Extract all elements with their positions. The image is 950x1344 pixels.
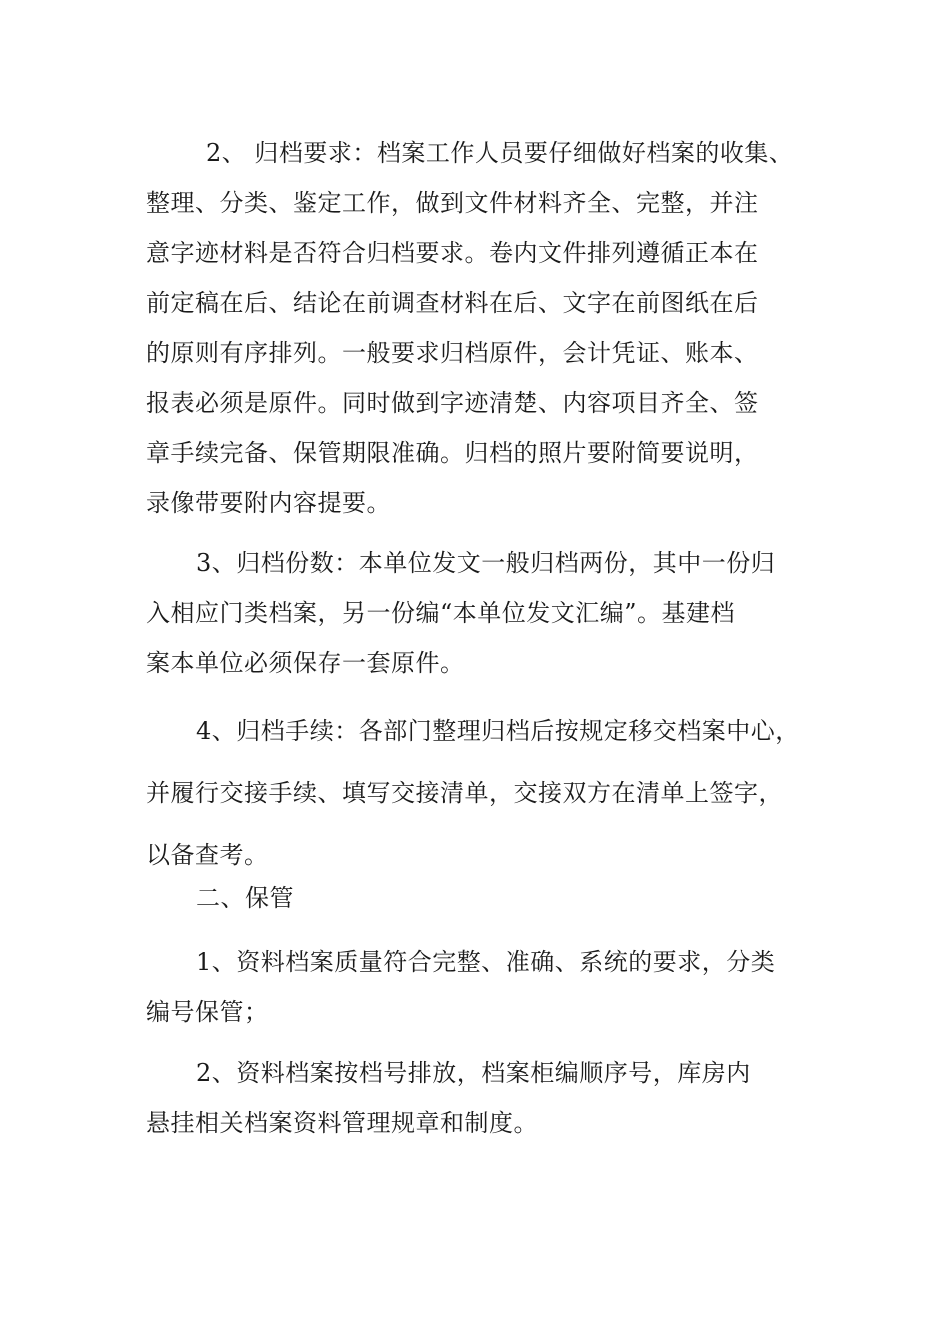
text-line: 2、资料档案按档号排放，档案柜编顺序号，库房内: [196, 1059, 751, 1087]
text-line: 入相应门类档案，另一份编“本单位发文汇编”。基建档: [146, 599, 736, 627]
text-line: 报表必须是原件。同时做到字迹清楚、内容项目齐全、签: [146, 389, 759, 417]
paragraph-custody-quality: [146, 937, 826, 1037]
text-line: 3、归档份数：本单位发文一般归档两份，其中一份归: [196, 549, 776, 577]
section-heading-custody: [146, 873, 826, 923]
paragraph-archiving-copies: [146, 538, 826, 688]
text-line: 并履行交接手续、填写交接清单，交接双方在清单上签字，: [146, 779, 783, 807]
text-line: 的原则有序排列。一般要求归档原件，会计凭证、账本、: [146, 339, 759, 367]
text-line: 悬挂相关档案资料管理规章和制度。: [146, 1109, 538, 1137]
text-line: 章手续完备、保管期限准确。归档的照片要附简要说明，: [146, 439, 759, 467]
paragraph-custody-storage: [146, 1048, 826, 1148]
text-line: 1、资料档案质量符合完整、准确、系统的要求，分类: [196, 948, 776, 976]
text-line: 以备查考。: [146, 841, 269, 869]
text-line: 整理、分类、鉴定工作，做到文件材料齐全、完整，并注: [146, 189, 759, 217]
section-heading: 二、保管: [196, 884, 294, 912]
text-line: 编号保管；: [146, 998, 269, 1026]
paragraph-archiving-procedures: [146, 700, 826, 886]
text-line: 意字迹材料是否符合归档要求。卷内文件排列遵循正本在: [146, 239, 759, 267]
text-line: 录像带要附内容提要。: [146, 489, 391, 517]
text-line: 前定稿在后、结论在前调查材料在后、文字在前图纸在后: [146, 289, 759, 317]
text-line: 案本单位必须保存一套原件。: [146, 649, 465, 677]
text-line: 4、归档手续：各部门整理归档后按规定移交档案中心，: [196, 717, 800, 745]
text-line: 2、 归档要求：档案工作人员要仔细做好档案的收集、: [206, 139, 794, 167]
paragraph-archiving-requirements: [146, 128, 826, 528]
